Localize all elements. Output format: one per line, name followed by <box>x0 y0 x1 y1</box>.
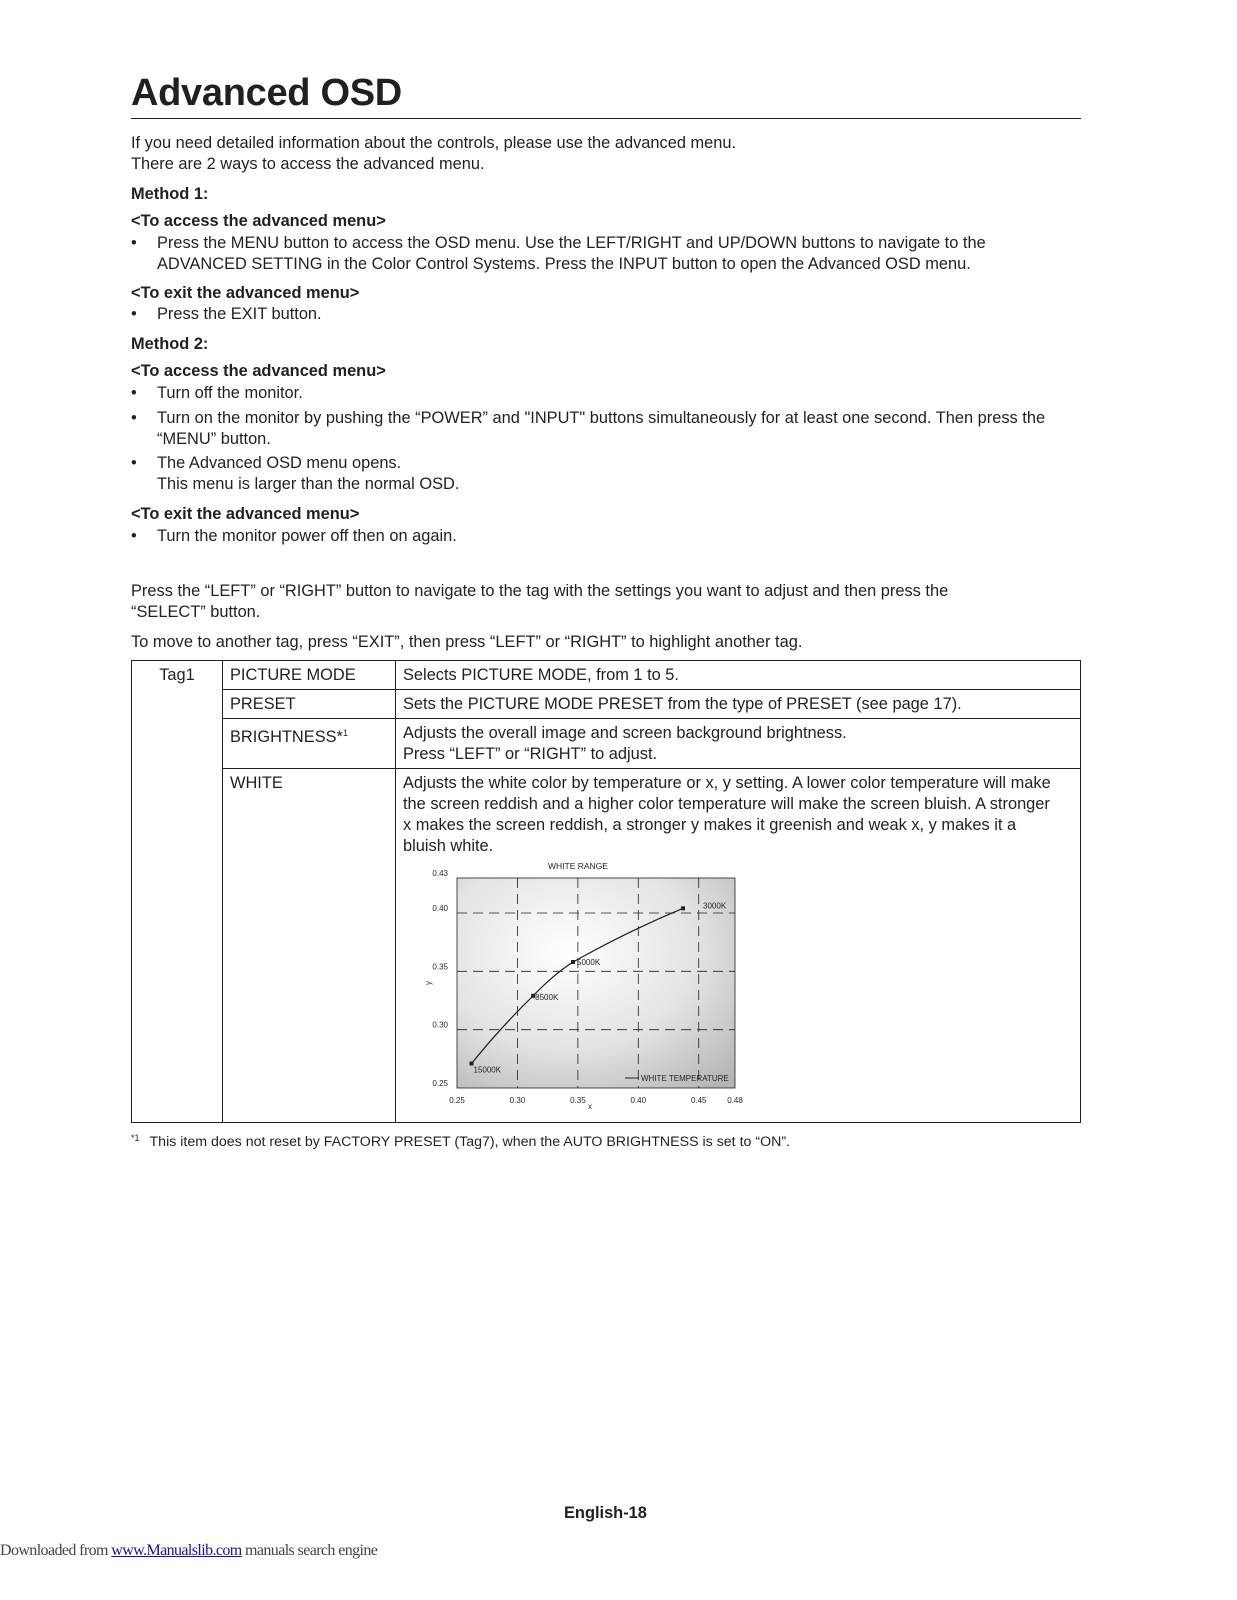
x-tick-label: 0.35 <box>570 1096 586 1105</box>
data-point <box>571 960 575 964</box>
tag-cell: Tag1 <box>132 661 223 1123</box>
plot-area <box>457 878 735 1088</box>
bullet-line: Press the EXIT button. <box>157 305 322 323</box>
method2-heading: Method 2: <box>131 335 209 353</box>
bullet-line: Turn on the monitor by pushing the “POWER” and "INPUT" buttons simultaneously for at least one second. Then press the <box>157 409 1046 427</box>
method1-access-heading: <To access the advanced menu> <box>131 212 386 230</box>
y-tick-label: 0.35 <box>432 962 448 972</box>
setting-name: PRESET <box>223 690 396 719</box>
point-label: 15000K <box>473 1065 502 1075</box>
desc-line: Sets the PICTURE MODE PRESET from the type of PRESET (see page 17). <box>403 695 962 713</box>
y-tick-label: 0.43 <box>432 869 448 878</box>
bullet-line: The Advanced OSD menu opens. <box>157 454 402 472</box>
bullet-line: Turn the monitor power off then on again. <box>157 527 457 545</box>
data-point <box>681 906 685 910</box>
footnote-text: This item does not reset by FACTORY PRESET (Tag7), when the AUTO BRIGHTNESS is set to “ON”. <box>149 1134 791 1150</box>
bullet-line: ADVANCED SETTING in the Color Control Systems. Press the INPUT button to open the Advanced OSD menu. <box>157 254 971 273</box>
setting-desc <box>396 661 1081 690</box>
desc-line: bluish white. <box>403 837 494 855</box>
bullet-dot: • <box>131 234 137 252</box>
x-tick-label: 0.48 <box>727 1096 743 1105</box>
nav-text-line-1: Press the “LEFT” or “RIGHT” button to navigate to the tag with the settings you want to adjust and then press the <box>131 582 949 600</box>
x-axis-label: x <box>587 1102 592 1111</box>
bullet-line: Turn off the monitor. <box>157 384 303 402</box>
setting-name-cell <box>223 719 396 769</box>
table-row <box>132 690 1081 719</box>
download-prefix: Downloaded from <box>0 1542 112 1559</box>
bullet-dot: • <box>131 305 137 323</box>
bullet-line: “MENU” button. <box>157 429 271 448</box>
method2-exit-heading: <To exit the advanced menu> <box>131 505 360 523</box>
manualslib-link[interactable]: www.Manualslib.com <box>111 1542 242 1559</box>
bullet-line: This menu is larger than the normal OSD. <box>157 474 460 493</box>
page-title: Advanced OSD <box>131 72 402 114</box>
footnote-ref: 1 <box>342 728 348 738</box>
white-range-chart <box>417 856 757 1116</box>
bullet-dot: • <box>131 454 137 472</box>
desc-line: the screen reddish and a higher color temperature will make the screen bluish. A stronger <box>403 795 1050 813</box>
desc-line: Adjusts the overall image and screen background brightness. <box>403 724 847 742</box>
method1-exit-heading: <To exit the advanced menu> <box>131 284 360 302</box>
bullet-dot: • <box>131 384 137 402</box>
point-label: 8500K <box>535 992 559 1002</box>
download-banner <box>0 1542 377 1560</box>
title-rule <box>131 118 1081 119</box>
intro-line-1: If you need detailed information about the controls, please use the advanced menu. <box>131 134 737 152</box>
bullet-dot: • <box>131 409 137 427</box>
setting-name: PICTURE MODE <box>223 661 396 690</box>
chart-title: WHITE RANGE <box>548 861 608 871</box>
move-text: To move to another tag, press “EXIT”, then press “LEFT” or “RIGHT” to highlight another tag. <box>131 633 803 651</box>
intro-line-2: There are 2 ways to access the advanced menu. <box>131 155 485 173</box>
setting-desc <box>396 690 1081 719</box>
table-row <box>132 719 1081 769</box>
x-tick-label: 0.40 <box>630 1096 647 1105</box>
x-tick-label: 0.25 <box>449 1096 465 1105</box>
desc-line: Press “LEFT” or “RIGHT” to adjust. <box>403 745 658 763</box>
y-tick-label: 0.30 <box>432 1020 448 1030</box>
y-tick-label: 0.25 <box>432 1079 448 1088</box>
setting-name: WHITE <box>223 769 396 1123</box>
bullet-line: Press the MENU button to access the OSD menu. Use the LEFT/RIGHT and UP/DOWN buttons to navigate to the <box>157 234 986 252</box>
y-tick-label: 0.40 <box>432 904 448 913</box>
download-suffix: manuals search engine <box>241 1542 378 1559</box>
point-label: 5000K <box>577 958 601 967</box>
method2-access-heading: <To access the advanced menu> <box>131 362 386 380</box>
footnote <box>131 1133 790 1150</box>
bullet-dot: • <box>131 527 137 545</box>
desc-line: Selects PICTURE MODE, from 1 to 5. <box>403 666 679 684</box>
nav-text-line-2: “SELECT” button. <box>131 603 261 621</box>
y-axis-label: y <box>424 981 433 985</box>
desc-line: x makes the screen reddish, a stronger y makes it greenish and weak x, y makes it a <box>403 816 1017 834</box>
desc-line: Adjusts the white color by temperature or x, y setting. A lower color temperature will make <box>403 774 1051 792</box>
footnote-mark: *1 <box>131 1133 140 1143</box>
setting-desc <box>396 719 1081 769</box>
x-tick-label: 0.30 <box>509 1096 526 1105</box>
table-row <box>132 661 1081 690</box>
method1-heading: Method 1: <box>131 185 209 203</box>
setting-name: BRIGHTNESS* <box>230 728 343 746</box>
x-tick-label: 0.45 <box>690 1096 707 1105</box>
page-number: English-18 <box>564 1504 647 1522</box>
legend-label: WHITE TEMPERATURE <box>641 1074 729 1083</box>
point-label: 3000K <box>703 901 727 911</box>
